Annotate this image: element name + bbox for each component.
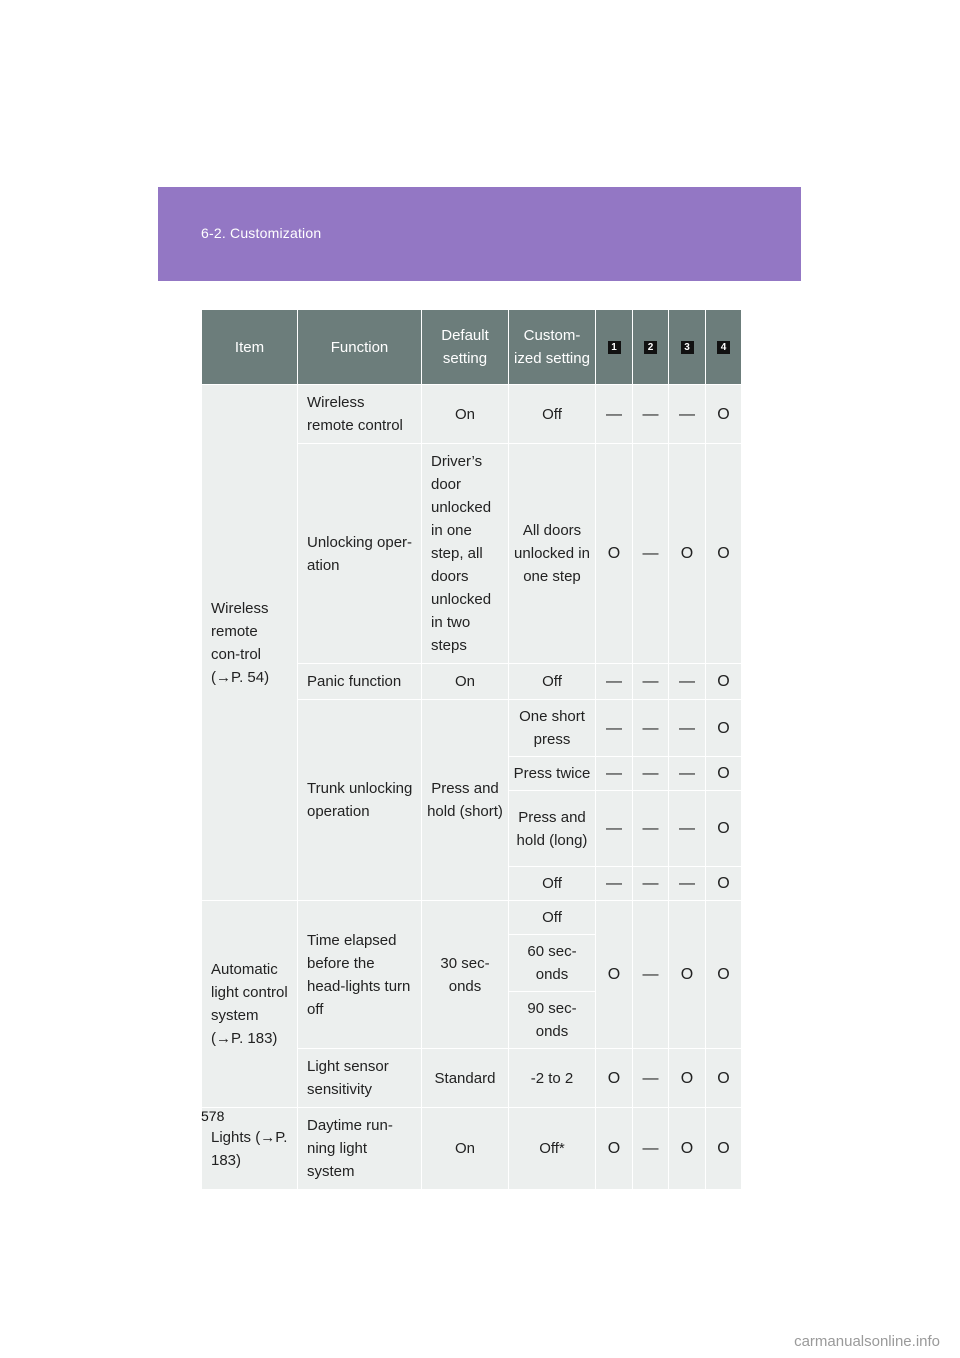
col-function-header: Function xyxy=(298,310,422,385)
mark-cell: O xyxy=(669,1049,706,1108)
function-cell: Panic function xyxy=(298,664,422,700)
mark-cell: — xyxy=(596,867,633,901)
mark-cell: O xyxy=(706,1049,742,1108)
table-row xyxy=(202,901,742,935)
number-4-badge: 4 xyxy=(717,341,730,354)
col-3-header xyxy=(669,310,706,385)
custom-cell: Off xyxy=(509,867,596,901)
custom-cell: One short press xyxy=(509,700,596,757)
mark-cell: — xyxy=(596,664,633,700)
page-number: 578 xyxy=(201,1108,225,1124)
col-item-header: Item xyxy=(202,310,298,385)
mark-cell: O xyxy=(596,1049,633,1108)
mark-cell: O xyxy=(706,444,742,664)
function-cell: Light sensor sensitivity xyxy=(298,1049,422,1108)
default-cell: Standard xyxy=(422,1049,509,1108)
mark-cell: O xyxy=(706,1108,742,1190)
mark-cell: — xyxy=(669,700,706,757)
mark-cell: O xyxy=(706,791,742,867)
col-default-header: Default setting xyxy=(422,310,509,385)
number-2-badge: 2 xyxy=(644,341,657,354)
item-wireless-remote: Wireless remote con-trol (→P. 54) xyxy=(202,385,298,901)
mark-cell: O xyxy=(706,901,742,1049)
default-cell: Driver’s door unlocked in one step, all doors unlocked in two steps xyxy=(422,444,509,664)
number-1-badge: 1 xyxy=(608,341,621,354)
header-row xyxy=(202,310,742,385)
mark-cell: O xyxy=(706,700,742,757)
custom-cell: All doors unlocked in one step xyxy=(509,444,596,664)
mark-cell: — xyxy=(633,700,669,757)
custom-cell: Off* xyxy=(509,1108,596,1190)
col-customized-header: Custom-ized setting xyxy=(509,310,596,385)
item-lights: Lights (→P. 183) xyxy=(202,1108,298,1190)
default-cell: Press and hold (short) xyxy=(422,700,509,901)
mark-cell: — xyxy=(669,664,706,700)
mark-cell: — xyxy=(633,901,669,1049)
mark-cell: — xyxy=(633,1108,669,1190)
number-3-badge: 3 xyxy=(681,341,694,354)
col-4-header xyxy=(706,310,742,385)
mark-cell: O xyxy=(596,901,633,1049)
custom-cell: Off xyxy=(509,901,596,935)
default-cell: On xyxy=(422,385,509,444)
mark-cell: O xyxy=(706,385,742,444)
function-cell: Trunk unlocking operation xyxy=(298,700,422,901)
mark-cell: O xyxy=(706,664,742,700)
function-cell: Wireless remote control xyxy=(298,385,422,444)
mark-cell: — xyxy=(633,385,669,444)
mark-cell: O xyxy=(669,901,706,1049)
mark-cell: — xyxy=(633,867,669,901)
mark-cell: O xyxy=(706,867,742,901)
col-1-header xyxy=(596,310,633,385)
mark-cell: — xyxy=(669,867,706,901)
mark-cell: — xyxy=(669,757,706,791)
col-2-header xyxy=(633,310,669,385)
mark-cell: — xyxy=(596,700,633,757)
mark-cell: — xyxy=(596,385,633,444)
function-cell: Time elapsed before the head-lights turn off xyxy=(298,901,422,1049)
mark-cell: — xyxy=(633,444,669,664)
function-cell: Daytime run-ning light system xyxy=(298,1108,422,1190)
table-row xyxy=(202,385,742,444)
custom-cell: 60 sec-onds xyxy=(509,935,596,992)
mark-cell: — xyxy=(669,791,706,867)
section-title: 6-2. Customization xyxy=(201,225,322,241)
default-cell: On xyxy=(422,1108,509,1190)
mark-cell: — xyxy=(633,791,669,867)
mark-cell: — xyxy=(633,757,669,791)
custom-cell: Press twice xyxy=(509,757,596,791)
custom-cell: 90 sec-onds xyxy=(509,992,596,1049)
mark-cell: O xyxy=(669,1108,706,1190)
mark-cell: O xyxy=(596,444,633,664)
customization-table xyxy=(201,309,742,1190)
function-cell: Unlocking oper-ation xyxy=(298,444,422,664)
header-band xyxy=(158,187,801,281)
custom-cell: Off xyxy=(509,664,596,700)
item-automatic-light-control: Automatic light control system (→P. 183) xyxy=(202,901,298,1108)
mark-cell: O xyxy=(706,757,742,791)
mark-cell: — xyxy=(633,1049,669,1108)
mark-cell: — xyxy=(596,791,633,867)
custom-cell: Press and hold (long) xyxy=(509,791,596,867)
mark-cell: — xyxy=(633,664,669,700)
mark-cell: — xyxy=(596,757,633,791)
mark-cell: O xyxy=(669,444,706,664)
mark-cell: O xyxy=(596,1108,633,1190)
custom-cell: -2 to 2 xyxy=(509,1049,596,1108)
default-cell: 30 sec-onds xyxy=(422,901,509,1049)
mark-cell: — xyxy=(669,385,706,444)
custom-cell: Off xyxy=(509,385,596,444)
table-row xyxy=(202,1108,742,1190)
footer-watermark: carmanualsonline.info xyxy=(794,1333,940,1350)
default-cell: On xyxy=(422,664,509,700)
